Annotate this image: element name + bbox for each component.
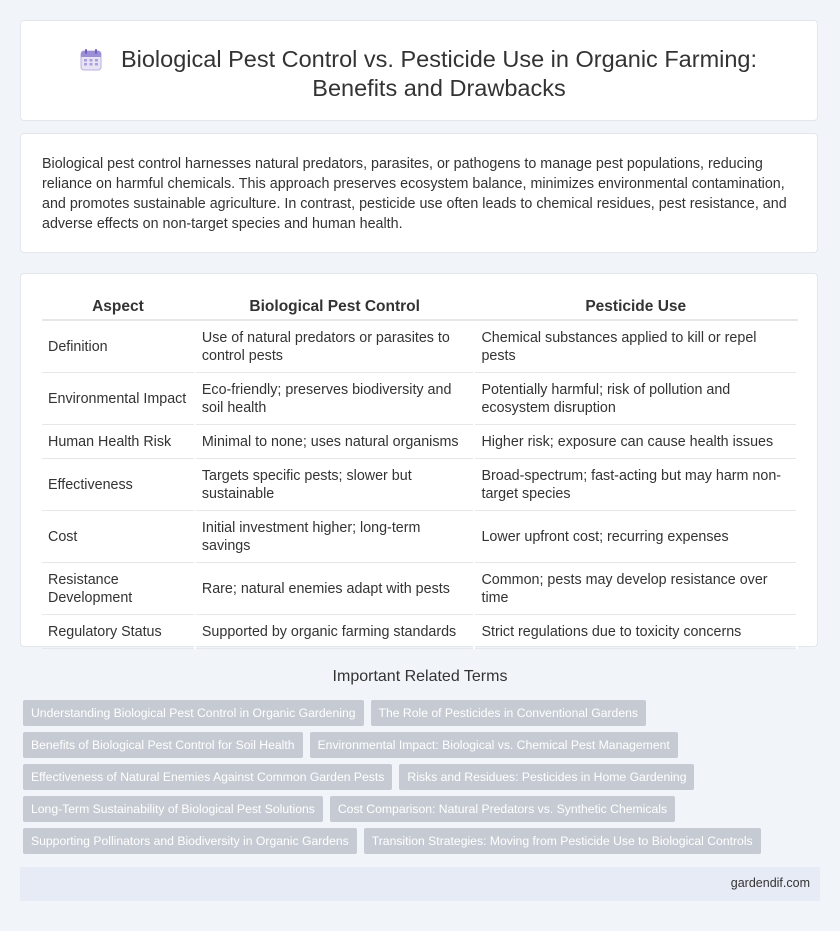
column-header-aspect: Aspect [42, 294, 195, 320]
table-row [42, 373, 797, 425]
table-cell: Regulatory Status [42, 615, 195, 649]
related-term-link[interactable]: The Role of Pesticides in Conventional Gardens [371, 700, 646, 726]
comparison-table-card [20, 273, 818, 647]
footer-site-name: gardendif.com [730, 876, 810, 890]
table-cell: Rare; natural enemies adapt with pests [195, 563, 475, 615]
table-row [42, 425, 797, 459]
table-cell: Eco-friendly; preserves biodiversity and soil health [195, 373, 475, 425]
table-row [42, 320, 797, 373]
related-tags-row [23, 796, 675, 822]
related-tags-row [23, 700, 646, 726]
related-term-link[interactable]: Cost Comparison: Natural Predators vs. Synthetic Chemicals [330, 796, 675, 822]
table-cell: Common; pests may develop resistance over time [474, 563, 797, 615]
table-cell: Targets specific pests; slower but sustainable [195, 459, 475, 511]
table-row [42, 459, 797, 511]
table-header-row [42, 294, 797, 320]
related-term-link[interactable]: Environmental Impact: Biological vs. Chemical Pest Management [310, 732, 678, 758]
related-tags-row [23, 828, 761, 854]
related-term-link[interactable]: Transition Strategies: Moving from Pesticide Use to Biological Controls [364, 828, 761, 854]
footer [20, 867, 820, 901]
related-term-link[interactable]: Benefits of Biological Pest Control for Soil Health [23, 732, 303, 758]
table-cell: Definition [42, 320, 195, 373]
table-cell: Lower upfront cost; recurring expenses [474, 511, 797, 563]
comparison-table [42, 294, 798, 649]
related-term-link[interactable]: Understanding Biological Pest Control in Organic Gardening [23, 700, 364, 726]
table-cell: Broad-spectrum; fast-acting but may harm non-target species [474, 459, 797, 511]
table-cell: Higher risk; exposure can cause health issues [474, 425, 797, 459]
table-cell: Supported by organic farming standards [195, 615, 475, 649]
table-row [42, 615, 797, 649]
table-cell: Cost [42, 511, 195, 563]
column-header-biological: Biological Pest Control [195, 294, 475, 320]
related-tags-row [23, 732, 678, 758]
table-cell: Effectiveness [42, 459, 195, 511]
header-card [20, 20, 818, 121]
related-term-link[interactable]: Effectiveness of Natural Enemies Against Common Garden Pests [23, 764, 392, 790]
intro-card [20, 133, 818, 253]
related-term-link[interactable]: Risks and Residues: Pesticides in Home Gardening [399, 764, 694, 790]
column-header-pesticide: Pesticide Use [474, 294, 797, 320]
table-cell: Potentially harmful; risk of pollution and ecosystem disruption [474, 373, 797, 425]
related-term-link[interactable]: Long-Term Sustainability of Biological Pest Solutions [23, 796, 323, 822]
table-cell: Resistance Development [42, 563, 195, 615]
table-cell: Initial investment higher; long-term savings [195, 511, 475, 563]
related-terms-heading: Important Related Terms [332, 668, 508, 685]
table-cell: Minimal to none; uses natural organisms [195, 425, 475, 459]
page-title: Biological Pest Control vs. Pesticide Use in Organic Farming: Benefits and Drawbacks [120, 46, 758, 101]
table-row [42, 563, 797, 615]
table-cell: Environmental Impact [42, 373, 195, 425]
table-cell: Chemical substances applied to kill or repel pests [474, 320, 797, 373]
table-cell: Human Health Risk [42, 425, 195, 459]
table-cell: Strict regulations due to toxicity concerns [474, 615, 797, 649]
related-tags-row [23, 764, 694, 790]
table-row [42, 511, 797, 563]
related-term-link[interactable]: Supporting Pollinators and Biodiversity in Organic Gardens [23, 828, 357, 854]
table-cell: Use of natural predators or parasites to control pests [195, 320, 475, 373]
intro-text: Biological pest control harnesses natural predators, parasites, or pathogens to manage pest populations, reducing reliance on harmful chemicals. This approach preserves ecosystem balance, minimizes environmental contamination, and promotes sustainable agriculture. In contrast, pesticide use often leads to chemical residues, pest resistance, and adverse effects on non-target species and human health. [42, 156, 787, 232]
